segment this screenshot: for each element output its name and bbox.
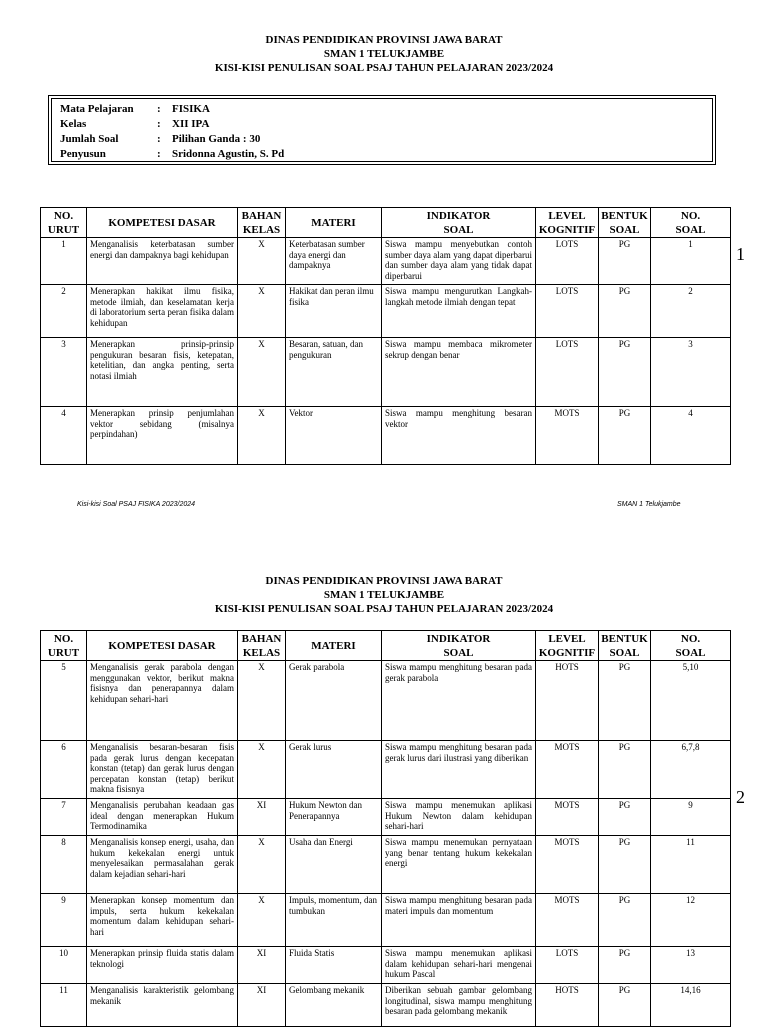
table-row [41,894,731,947]
cell-kompetensi: Menganalisis besaran-besaran fisis pada gerak lurus dengan kecepatan konstan (tetap) dan gerak lurus dengan percepatan konstan (tetap) berikut makna fisisnya [87,741,238,799]
cell-level: LOTS [536,338,599,407]
cell-bentuk: PG [599,407,651,465]
cell-no: 7 [41,799,87,836]
cell-kompetensi: Menerapkan prinsip-prinsip pengukuran besaran fisis, ketepatan, ketelitian, dan angka penting, serta notasi ilmiah [87,338,238,407]
info-value: Pilihan Ganda : 30 [172,133,261,145]
info-separator: : [157,103,161,115]
info-row [60,132,704,147]
cell-materi: Besaran, satuan, dan pengukuran [286,338,382,407]
cell-no-soal: 2 [651,285,731,338]
table-row [41,407,731,465]
cell-bentuk: PG [599,741,651,799]
cell-no-soal: 14,16 [651,984,731,1027]
cell-indikator: Siswa mampu menghitung besaran pada gerak lurus dari ilustrasi yang diberikan [382,741,536,799]
cell-kelas: X [238,836,286,894]
cell-kompetensi: Menerapkan prinsip fluida statis dalam teknologi [87,947,238,984]
header-school: SMAN 1 TELUKJAMBE [323,48,445,60]
table-row [41,285,731,338]
page2-header [0,574,768,616]
cell-kelas: X [238,894,286,947]
table-row [41,238,731,285]
cell-materi: Hakikat dan peran ilmu fisika [286,285,382,338]
info-separator: : [157,118,161,130]
header-office: DINAS PENDIDIKAN PROVINSI JAWA BARAT [265,575,503,587]
cell-kelas: X [238,741,286,799]
cell-kelas: X [238,238,286,285]
col-bahan-kelas: BAHAN KELAS [238,631,286,661]
col-indikator-soal: INDIKATOR SOAL [382,208,536,238]
table-row [41,661,731,741]
cell-level: MOTS [536,741,599,799]
cell-materi: Fluida Statis [286,947,382,984]
cell-no: 8 [41,836,87,894]
table-row [41,984,731,1027]
cell-kompetensi: Menganalisis gerak parabola dengan menggunakan vektor, berikut makna fisisnya dan penerapannya dalam kehidupan sehari-hari [87,661,238,741]
info-value: FISIKA [172,103,210,115]
cell-kompetensi: Menerapkan konsep momentum dan impuls, serta hukum kekekalan momentum dalam kehidupan sehari-hari [87,894,238,947]
cell-no: 1 [41,238,87,285]
col-materi: MATERI [286,631,382,661]
table-row [41,741,731,799]
cell-no: 6 [41,741,87,799]
header-title: KISI-KISI PENULISAN SOAL PSAJ TAHUN PELAJARAN 2023/2024 [214,603,554,615]
table-header-row [41,208,731,238]
cell-kelas: XI [238,799,286,836]
cell-no: 4 [41,407,87,465]
cell-no-soal: 1 [651,238,731,285]
info-value: XII IPA [172,118,210,130]
cell-level: HOTS [536,984,599,1027]
cell-no-soal: 4 [651,407,731,465]
footer-right: SMAN 1 Telukjambe [617,501,681,508]
cell-kelas: X [238,661,286,741]
cell-materi: Impuls, momentum, dan tumbukan [286,894,382,947]
table-row [41,836,731,894]
header-title: KISI-KISI PENULISAN SOAL PSAJ TAHUN PELAJARAN 2023/2024 [214,62,554,74]
cell-indikator: Siswa mampu menyebutkan contoh sumber daya alam yang dapat diperbarui dan sumber daya alam yang tidak dapat diperbarui [382,238,536,285]
cell-indikator: Siswa mampu menghitung besaran pada gerak parabola [382,661,536,741]
cell-kelas: X [238,285,286,338]
cell-indikator: Siswa mampu menghitung besaran vektor [382,407,536,465]
cell-level: LOTS [536,285,599,338]
col-bahan-kelas: BAHAN KELAS [238,208,286,238]
cell-kompetensi: Menganalisis konsep energi, usaha, dan hukum kekekalan energi untuk menyelesaikan permasalahan gerak dalam kejadian sehari-hari [87,836,238,894]
cell-bentuk: PG [599,984,651,1027]
info-separator: : [157,133,161,145]
col-level-kognitif: LEVEL KOGNITIF [536,208,599,238]
cell-kompetensi: Menganalisis perubahan keadaan gas ideal dengan menerapkan Hukum Termodinamika [87,799,238,836]
col-bentuk-soal: BENTUK SOAL [599,631,651,661]
header-office: DINAS PENDIDIKAN PROVINSI JAWA BARAT [265,34,503,46]
cell-kelas: X [238,407,286,465]
cell-indikator: Siswa mampu membaca mikrometer sekrup dengan benar [382,338,536,407]
cell-no: 3 [41,338,87,407]
col-indikator-soal: INDIKATOR SOAL [382,631,536,661]
header-school: SMAN 1 TELUKJAMBE [323,589,445,601]
cell-materi: Usaha dan Energi [286,836,382,894]
cell-kelas: XI [238,947,286,984]
cell-materi: Vektor [286,407,382,465]
cell-indikator: Siswa mampu mengurutkan Langkah-langkah metode ilmiah dengan tepat [382,285,536,338]
cell-no-soal: 12 [651,894,731,947]
cell-no: 5 [41,661,87,741]
table-header-row [41,631,731,661]
col-level-kognitif: LEVEL KOGNITIF [536,631,599,661]
cell-kompetensi: Menerapkan hakikat ilmu fisika, metode ilmiah, dan keselamatan kerja di laboratorium serta peran fisika dalam kehidupan [87,285,238,338]
cell-indikator: Siswa mampu menemukan aplikasi dalam kehidupan sehari-hari mengenai hukum Pascal [382,947,536,984]
cell-bentuk: PG [599,238,651,285]
col-kompetensi-dasar: KOMPETESI DASAR [87,631,238,661]
page1-header [0,33,768,75]
col-materi: MATERI [286,208,382,238]
info-row [60,117,704,132]
info-row [60,147,704,162]
col-no-soal: NO. SOAL [651,631,731,661]
info-label: Jumlah Soal [60,133,119,145]
cell-bentuk: PG [599,338,651,407]
page-number: 1 [736,244,745,264]
cell-bentuk: PG [599,661,651,741]
table-row [41,799,731,836]
cell-level: LOTS [536,238,599,285]
kisi-table-page1 [40,207,731,465]
cell-materi: Gerak lurus [286,741,382,799]
cell-no-soal: 11 [651,836,731,894]
cell-no: 9 [41,894,87,947]
cell-kompetensi: Menganalisis keterbatasan sumber energi dan dampaknya bagi kehidupan [87,238,238,285]
cell-level: HOTS [536,661,599,741]
col-no-soal: NO. SOAL [651,208,731,238]
col-no-urut: NO. URUT [41,208,87,238]
cell-kompetensi: Menerapkan prinsip penjumlahan vektor sebidang (misalnya perpindahan) [87,407,238,465]
cell-kelas: X [238,338,286,407]
cell-indikator: Diberikan sebuah gambar gelombang longitudinal, siswa mampu menghitung besaran pada gelombang mekanik [382,984,536,1027]
cell-indikator: Siswa mampu menghitung besaran pada materi impuls dan momentum [382,894,536,947]
cell-level: MOTS [536,894,599,947]
cell-no-soal: 3 [651,338,731,407]
table-row [41,338,731,407]
cell-materi: Hukum Newton dan Penerapannya [286,799,382,836]
cell-materi: Gelombang mekanik [286,984,382,1027]
cell-kelas: XI [238,984,286,1027]
cell-no-soal: 6,7,8 [651,741,731,799]
cell-bentuk: PG [599,947,651,984]
page-number: 2 [736,787,745,807]
info-label: Mata Pelajaran [60,103,134,115]
cell-no-soal: 5,10 [651,661,731,741]
cell-level: LOTS [536,947,599,984]
cell-kompetensi: Menganalisis karakteristik gelombang mekanik [87,984,238,1027]
cell-bentuk: PG [599,894,651,947]
cell-level: MOTS [536,407,599,465]
info-separator: : [157,148,161,160]
cell-materi: Gerak parabola [286,661,382,741]
col-no-urut: NO. URUT [41,631,87,661]
cell-no: 2 [41,285,87,338]
cell-indikator: Siswa mampu menemukan aplikasi Hukum Newton dalam kehidupan sehari-hari [382,799,536,836]
cell-bentuk: PG [599,285,651,338]
kisi-table-page2 [40,630,731,1027]
info-box-inner [51,98,713,162]
table-row [41,947,731,984]
cell-indikator: Siswa mampu menemukan pernyataan yang benar tentang hukum kekekalan energi [382,836,536,894]
info-label: Kelas [60,118,87,130]
col-kompetensi-dasar: KOMPETESI DASAR [87,208,238,238]
info-value: Sridonna Agustin, S. Pd [172,148,285,160]
cell-no-soal: 9 [651,799,731,836]
cell-materi: Keterbatasan sumber daya energi dan dampaknya [286,238,382,285]
cell-bentuk: PG [599,836,651,894]
info-box [48,95,716,165]
cell-no: 11 [41,984,87,1027]
info-row [60,102,704,117]
info-label: Penyusun [60,148,106,160]
footer-left: Kisi-kisi Soal PSAJ FISIKA 2023/2024 [77,501,196,508]
cell-no-soal: 13 [651,947,731,984]
cell-level: MOTS [536,836,599,894]
cell-bentuk: PG [599,799,651,836]
cell-level: MOTS [536,799,599,836]
cell-no: 10 [41,947,87,984]
col-bentuk-soal: BENTUK SOAL [599,208,651,238]
